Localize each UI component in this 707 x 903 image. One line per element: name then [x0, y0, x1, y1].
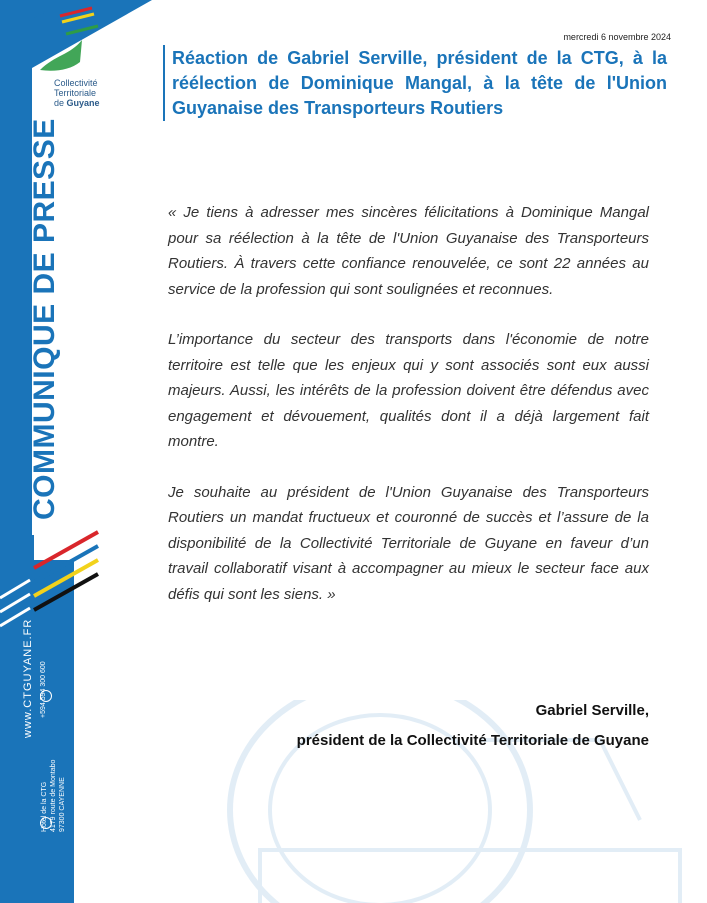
body-paragraph: « Je tiens à adresser mes sincères félicitations à Dominique Mangal pour sa réélection à la tête de l'Union Guyanaise des Transporteurs Routiers. À travers cette confiance renouvelée, ce sont 22 années au service de la profession qui sont soulignées et reconnues.: [168, 204, 649, 298]
sidebar: [0, 0, 155, 903]
press-release-body: [168, 200, 649, 632]
address-line: Hôtel de la CTG: [41, 781, 48, 832]
ctg-logo-icon: [0, 0, 100, 80]
logo-line-2: Territoriale: [54, 88, 97, 98]
sidebar-background: [0, 0, 160, 903]
phone-number: +594 594 300 600: [40, 661, 47, 718]
logo-line-4: Guyane: [66, 98, 100, 108]
body-paragraph: L’importance du secteur des transports dans l'économie de notre territoire est telle que les enjeux qui y sont associés sont eux aussi majeurs. Aussi, les intérêts de la profession doivent être défendus avec engagement et dévouement, qualités dont il a déjà largement fait montre.: [168, 331, 649, 450]
signature-block: [297, 696, 649, 756]
signature-role: président de la Collectivité Territoriale de Guyane: [296, 732, 649, 749]
website-link[interactable]: www.CTGUYANE.FR: [22, 618, 34, 738]
logo-text: [54, 78, 100, 108]
title-accent-bar: [163, 45, 165, 121]
address-line: 4179 route de Montabo: [50, 759, 57, 832]
logo-line-1: Collectivité: [54, 78, 98, 88]
body-paragraph: Je souhaite au président de l'Union Guyanaise des Transporteurs Routiers un mandat fructueux et couronné de succès et l’assure de la disponibilité de la Collectivité Territoriale de Guyane en faveur d’un travail collaboratif visant à accompagner au mieux le secteur face aux défis qui sont les siens. »: [168, 483, 649, 603]
publication-date: mercredi 6 novembre 2024: [563, 32, 671, 42]
press-release-vertical-title: COMMUNIQUÉ DE PRESSE: [28, 118, 61, 520]
address-line: 97300 CAYENNE: [59, 777, 66, 832]
signature-name: Gabriel Serville,: [535, 702, 649, 719]
address-block: [40, 760, 67, 832]
logo-line-3: de: [54, 98, 65, 108]
page-title: Réaction de Gabriel Serville, président de la CTG, à la réélection de Dominique Mangal, à la tête de l'Union Guyanaise des Transporteurs Routiers: [172, 48, 667, 118]
